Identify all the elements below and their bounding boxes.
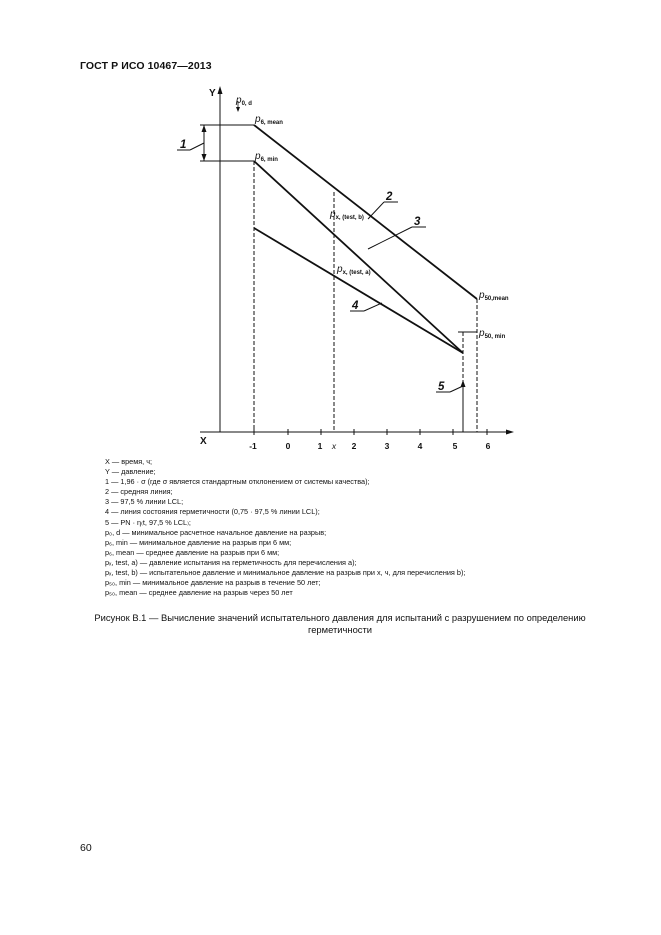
legend-item: 1 — 1,96 · σ (где σ является стандартным отклонением от системы качества);	[105, 477, 370, 487]
callout-1: 1	[180, 139, 187, 151]
tick-label: 5	[452, 441, 458, 451]
legend-item: 2 — средняя линия;	[105, 487, 173, 497]
tick-label: x	[331, 441, 337, 451]
label-p6min: p6, min	[255, 151, 278, 163]
label-p0d: p0, d	[236, 95, 252, 107]
lcl-line	[254, 161, 463, 353]
callout-2: 2	[386, 191, 393, 203]
callout-1-leader	[190, 143, 204, 150]
x-axis-arrow	[506, 430, 514, 435]
label-p50mean: p50,mean	[479, 290, 509, 302]
legend-item: 5 — PN · η₍t, 97,5 % LCL₎;	[105, 517, 191, 527]
dimension-5-arrow	[461, 380, 466, 387]
legend-item: p₀, d — минимальное расчетное начальное давление на разрыв;	[105, 527, 327, 537]
tick-label: -1	[249, 441, 257, 451]
x-tick-labels	[249, 441, 490, 451]
tick-label: 3	[384, 441, 390, 451]
legend-item: p₅₀, mean — среднее давление на разрыв через 50 лет	[105, 588, 293, 598]
x-axis-label: X	[200, 436, 207, 447]
axes	[200, 86, 514, 435]
callout-5-leader	[450, 386, 463, 392]
legend-item: p₆, min — минимальное давление на разрыв при 6 мм;	[105, 537, 292, 547]
p0d-arrow-head	[236, 107, 240, 112]
callout-4-leader	[364, 303, 382, 311]
y-axis-arrow	[218, 86, 223, 94]
tick-label: 0	[285, 441, 291, 451]
callout-3: 3	[414, 216, 421, 228]
legend-item: p₆, mean — среднее давление на разрыв при 6 мм;	[105, 547, 280, 557]
tick-label: 2	[351, 441, 357, 451]
y-axis-label: Y	[209, 88, 216, 99]
legend-item: pₓ, test, b) — испытательное давление и минимальное давление на разрыв при x, ч, для перечисления b);	[105, 568, 466, 578]
legend-item: pₓ, test, a) — давление испытания на герметичность для перечисления a);	[105, 557, 357, 567]
label-p50min: p50, min	[479, 328, 506, 340]
legend-item: 3 — 97,5 % линии LCL;	[105, 497, 184, 507]
tick-label: 1	[317, 441, 323, 451]
tick-label: 4	[417, 441, 423, 451]
dimension-1-arrow-up	[202, 125, 207, 132]
dimension-1-arrow-down	[202, 154, 207, 161]
figure-legend	[105, 457, 465, 598]
label-pxtestb: px, (test, b)	[330, 209, 364, 221]
legend-item: p₅₀, min — минимальное давление на разрыв в течение 50 лет;	[105, 578, 321, 588]
callout-5: 5	[438, 381, 445, 393]
legend-item: Y — давление;	[105, 467, 156, 477]
label-p6mean: p6, mean	[255, 114, 283, 126]
page-number: 60	[80, 842, 92, 854]
document-header: ГОСТ Р ИСО 10467—2013	[80, 60, 212, 72]
callout-2-leader	[368, 202, 384, 219]
callout-4: 4	[352, 300, 359, 312]
legend-item: 4 — линия состояния герметичности (0,75 · 97,5 % линии LCL);	[105, 507, 320, 517]
tick-label: 6	[485, 441, 491, 451]
leaktight-line	[254, 228, 463, 353]
figure-caption: Рисунок B.1 — Вычисление значений испытательного давления для испытаний с разрушением по определению герметичности	[94, 612, 586, 635]
label-pxtesta: px, (test, a)	[337, 264, 371, 276]
legend-item: X — время, ч;	[105, 457, 153, 466]
